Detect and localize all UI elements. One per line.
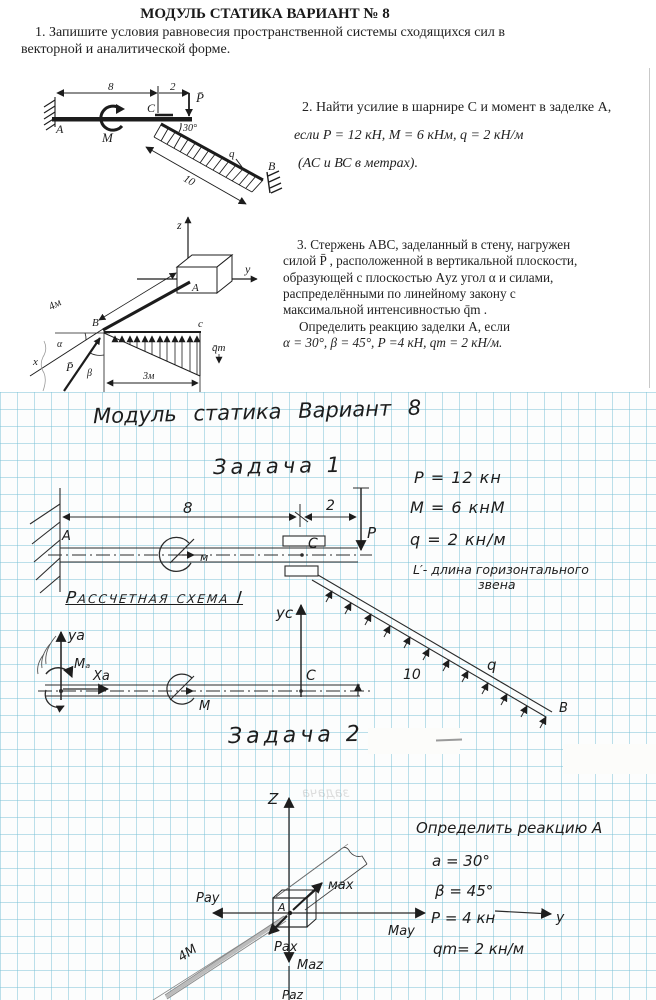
problem1-line2: векторной и аналитической форме. [21, 42, 231, 57]
force-P-label: P̄ [196, 90, 204, 105]
hw-point-C: C [308, 536, 318, 552]
hw-dimension-8-2 [63, 488, 369, 527]
hw-axis-y-tip [495, 911, 551, 914]
page-border-line [649, 68, 650, 388]
hw-load-q: q [487, 656, 497, 674]
hw-moment-May: May [388, 924, 415, 939]
point-B-label: B [268, 159, 276, 173]
dim-4m-label: 4м [46, 296, 64, 314]
axis-x-label: x [33, 356, 38, 368]
problem2-line3: (АС и ВС в метрах). [298, 156, 418, 171]
moment-M-label: M [102, 130, 113, 145]
ink-bleed-ghost: задача [302, 786, 350, 801]
hw-origin-dot [288, 911, 292, 915]
problem3-line3: образующей с плоскостью Аyz угол α и силами, [283, 270, 554, 285]
hw-given-q: q = 2 кн/м [410, 530, 507, 549]
problem3-line6: Определить реакцию заделки А, если [299, 319, 511, 334]
problem2-line1: 2. Найти усилие в шарнире С и момент в заделке А, [302, 100, 612, 115]
hw-force-Pay: Pay [196, 891, 220, 906]
problem1-line1: 1. Запишите условия равновесия пространственной системы сходящихся сил в [35, 25, 506, 40]
hw-scheme-moment-label: M [199, 699, 211, 714]
hw-given-L-line1: L′- длина горизонтального [413, 562, 589, 577]
distributed-load-band [154, 123, 263, 192]
hw-force-P: P [367, 524, 377, 542]
hw-dim-2: 2 [326, 498, 335, 514]
hw-scheme-C-dot [299, 689, 303, 693]
dim-10-label: 10 [181, 172, 197, 189]
wall-box [177, 255, 232, 293]
point-C-label: C [147, 101, 156, 115]
hw-given-M: M = 6 кнМ [410, 498, 506, 517]
hw-reaction-Xa: Xa [93, 669, 110, 684]
dim-3m-label: 3м [143, 371, 155, 382]
dim-2-label: 2 [170, 81, 176, 93]
load-triangle [104, 331, 201, 393]
hw-scheme-moment-M [167, 674, 194, 704]
handwritten-diagrams [0, 392, 656, 1000]
hw-moment-Max: мах [328, 878, 354, 893]
hw-point-A: A [62, 529, 71, 544]
hw-given-L-line2: звена [478, 577, 516, 592]
hw-given2-qm: qm= 2 кн/м [433, 940, 525, 958]
hw-given2-P: P = 4 кн [431, 909, 496, 927]
problem3-line7: α = 30°, β = 45°, P =4 кН, qm = 2 кН/м. [283, 335, 503, 350]
hw-moment-M: м [200, 551, 209, 564]
document-title: МОДУЛЬ СТАТИКА ВАРИАНТ № 8 [140, 6, 390, 22]
hw-scheme-point-C: C [306, 668, 316, 684]
inclined-member-CB [161, 123, 263, 180]
axis-y-label: y [245, 262, 251, 276]
load-qm-label: q̄m [212, 342, 226, 354]
printed-rod-diagram [0, 205, 300, 395]
hw-dim-4m: 4M [175, 941, 201, 966]
hw-scheme-A-dot [59, 689, 63, 693]
problem3-line5: максимальной интенсивностью q̄m . [283, 302, 488, 317]
point-A-label: A [56, 122, 64, 136]
angle-30-label: 30° [183, 123, 197, 134]
problem3-line1: 3. Стержень АВС, заделанный в стену, нагружен [297, 237, 571, 252]
point-C-label: c [198, 318, 203, 330]
hw-rod-to-viewer [150, 913, 290, 1000]
beam-AC [52, 117, 192, 122]
hw-dim-8: 8 [183, 499, 193, 517]
problem3-line2: силой P̄ , расположенной в вертикальной плоскости, [283, 253, 578, 268]
hw-force-Paz: Paz [282, 988, 303, 1000]
force-P-label: P̄ [66, 360, 74, 374]
hw-reaction-Yc: yc [276, 604, 294, 622]
axis-z-label: z [177, 218, 182, 232]
hw-wall-A [30, 488, 60, 593]
rod-AB [103, 282, 190, 330]
point-B-label: B [92, 317, 99, 329]
hw-scheme-beam [45, 685, 360, 696]
hw-task2-heading: Задача 2 [227, 721, 364, 750]
wall-support-B [267, 171, 282, 193]
wall-support-A [44, 97, 55, 130]
hw-task1-heading: Задача 1 [212, 452, 345, 480]
angle-beta-label: β [87, 368, 92, 379]
hw-axis-z-label: Z [268, 790, 279, 808]
hw-given-P: P = 12 кн [414, 468, 502, 487]
point-A-label: A [192, 282, 199, 294]
hw-page-title: Модуль статика Вариант 8 [92, 395, 422, 429]
hw-scheme-title: Рассчетная схема I [65, 588, 245, 607]
hw-moment-Ma: Mₐ [74, 657, 91, 672]
hw-force-Pax: Pax [274, 940, 298, 955]
dim-8-label: 8 [108, 81, 114, 93]
hw-moment-Ma-arc [45, 668, 72, 708]
hw-hinge-C [283, 536, 325, 576]
hw-given2-beta: β = 45° [435, 882, 494, 900]
hw-point-A2: A [278, 901, 286, 914]
hw-given2-alpha: a = 30° [432, 852, 490, 870]
angle-alpha-label: α [57, 339, 63, 350]
load-q-label: q [229, 148, 235, 160]
hw-moment-circle [159, 537, 194, 571]
printed-beam-diagram [0, 80, 300, 212]
hw-reaction-Ya: ya [68, 628, 85, 644]
hw-moment-Maz: Maz [297, 958, 324, 973]
alpha-reference [55, 333, 110, 340]
problem3-line4: распределёнными по линейному закону с [283, 286, 516, 301]
problem2-line2: если P = 12 кН, M = 6 кНм, q = 2 кН/м [294, 128, 524, 143]
hw-load-arrows [326, 591, 546, 728]
graph-paper [0, 392, 656, 1000]
hw-point-B: B [559, 701, 568, 716]
hw-dim-10: 10 [403, 667, 421, 683]
hw-axis-y-label: y [556, 910, 565, 926]
hw-find-text: Определить реакцию A [416, 819, 603, 837]
